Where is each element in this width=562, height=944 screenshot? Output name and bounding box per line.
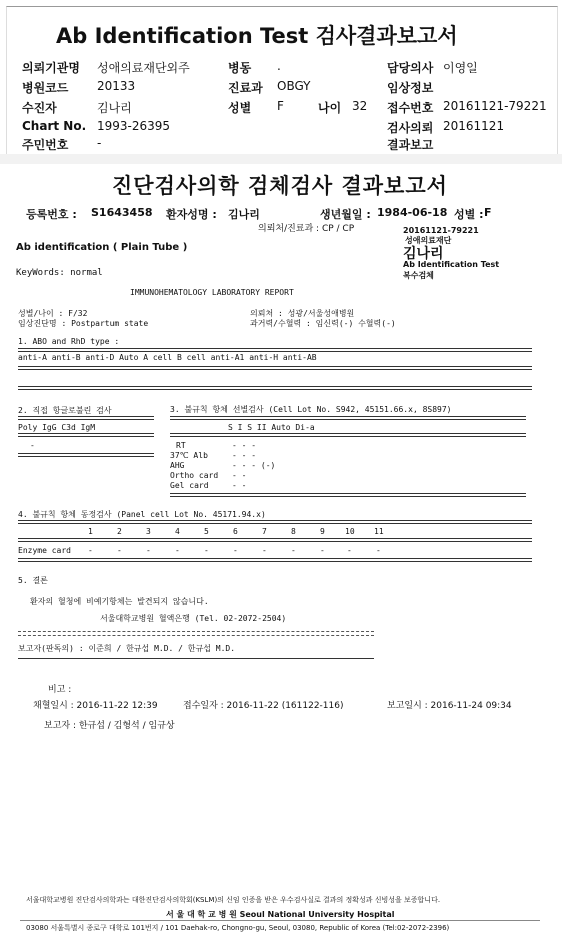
s4-rule-bottom: [18, 558, 532, 562]
reporters: 보고자 : 한규섭 / 김형석 / 임규상: [44, 721, 175, 731]
s3-row-label: 37℃ Alb: [170, 451, 208, 460]
s3-row-vals: - - - (-): [232, 461, 276, 470]
report-date: 보고일시 : 2016-11-24 09:34: [387, 701, 512, 711]
s4-val-10: -: [347, 546, 352, 555]
receive-date: 접수일자 : 2016-11-22 (161122-116): [183, 701, 344, 711]
lab-title: IMMUNOHEMATOLOGY LABORATORY REPORT: [130, 288, 294, 297]
sticker-test: Ab Identification Test: [403, 260, 500, 269]
value-sex: F: [277, 99, 284, 113]
s5-rule-top-2: [18, 635, 374, 636]
s1-rule-mid: [18, 366, 532, 370]
history: 과거력/수혈력 : 임신력(-) 수혈력(-): [250, 319, 396, 328]
s2-headers: Poly IgG C3d IgM: [18, 423, 96, 432]
s1-rule-top: [18, 348, 532, 352]
label-doctor: 담당의사: [387, 61, 434, 75]
collect-date: 채혈일시 : 2016-11-22 12:39: [33, 701, 158, 711]
s4-cell-2: 2: [117, 527, 122, 536]
label-receipt-no: 접수번호: [387, 101, 434, 115]
dept-line: 의뢰처/진료과 : CP / CP: [258, 224, 355, 234]
label-resident-no: 주민번호: [22, 138, 69, 152]
s2-title: 2. 직접 항글로불린 검사: [18, 406, 112, 415]
sticker-type: 복수검체: [403, 271, 434, 280]
reg-label: 등록번호 :: [26, 208, 77, 221]
label-hospital-code: 병원코드: [22, 81, 69, 95]
s5-text: 환자의 혈청에 비예기항체는 발견되지 않습니다.: [30, 597, 209, 606]
referrer: 의뢰처 : 성광/서울성애병원: [250, 309, 355, 318]
s4-rule-top: [18, 520, 532, 524]
value-hospital-code: 20133: [97, 79, 136, 93]
s4-cell-6: 6: [233, 527, 238, 536]
s5-rule-top: [18, 631, 374, 632]
s4-val-7: -: [262, 546, 267, 555]
footer-note: 서울대학교병원 진단검사의학과는 대한진단검사의학회(KSLM)의 신임 인증을 받은 우수검사실로 결과의 정확성과 신빙성을 보증합니다.: [26, 896, 441, 904]
s2-rule-top: [18, 416, 154, 420]
patient-label: 환자성명 :: [166, 208, 217, 221]
footer-rule: [20, 920, 540, 921]
footer-hospital: 서 울 대 학 교 병 원 Seoul National University Hospital: [166, 910, 395, 919]
value-doctor: 이영일: [443, 61, 478, 75]
s4-cell-8: 8: [291, 527, 296, 536]
label-ward: 병동: [228, 61, 252, 75]
remark: 비고 :: [48, 685, 72, 695]
s4-cell-1: 1: [88, 527, 93, 536]
s4-val-9: -: [320, 546, 325, 555]
s4-rule-mid: [18, 538, 532, 542]
report-title: 진단검사의학 검체검사 결과보고서: [112, 174, 448, 198]
label-chart-no: Chart No.: [22, 119, 87, 133]
value-patient: 김나리: [97, 101, 132, 115]
sex-label: 성별 :: [454, 208, 484, 221]
diagnosis: 임상진단명 : Postpartum state: [18, 319, 149, 328]
sticker-name: 김나리: [403, 246, 444, 262]
sex: F: [484, 206, 492, 219]
s4-val-1: -: [88, 546, 93, 555]
s3-rule-bottom: [170, 493, 526, 497]
value-resident-no: -: [97, 136, 102, 150]
sex-age: 성별/나이 : F/32: [18, 309, 88, 318]
sticker-number: 20161121-79221: [403, 226, 479, 235]
s4-cell-7: 7: [262, 527, 267, 536]
header-title: Ab Identification Test 검사결과보고서: [56, 24, 458, 48]
dob: 1984-06-18: [377, 206, 448, 219]
patient-name: 김나리: [228, 208, 260, 221]
reg-no: S1643458: [91, 206, 153, 219]
s3-title: 3. 불규칙 항체 선별검사 (Cell Lot No. S942, 45151.66.x, 8S897): [170, 405, 452, 414]
s4-cell-5: 5: [204, 527, 209, 536]
s4-cell-10: 10: [345, 527, 355, 536]
value-department: OBGY: [277, 79, 311, 93]
value-receipt-no: 20161121-79221: [443, 99, 547, 113]
s4-val-5: -: [204, 546, 209, 555]
s3-row-vals: - - -: [232, 441, 257, 450]
s5-rule-bottom: [18, 658, 374, 659]
s4-val-6: -: [233, 546, 238, 555]
s5-title: 5. 결론: [18, 576, 48, 585]
keywords: KeyWords: normal: [16, 268, 103, 278]
s3-row-vals: - -: [232, 481, 247, 490]
label-department: 진료과: [228, 81, 263, 95]
s3-row-vals: - -: [232, 471, 247, 480]
s2-rule-bottom: [18, 453, 154, 457]
label-clinical-info: 임상정보: [387, 81, 434, 95]
dob-label: 생년월일 :: [320, 208, 371, 221]
s3-row-vals: - - -: [232, 451, 257, 460]
s3-headers: S I S II Auto Di-a: [228, 423, 315, 432]
s3-rule-mid: [170, 433, 526, 437]
s4-val-3: -: [146, 546, 151, 555]
s4-title: 4. 불규칙 항체 동정검사 (Panel cell Lot No. 45171.94.x): [18, 510, 266, 519]
label-institution: 의뢰기관명: [22, 61, 80, 75]
value-chart-no: 1993-26395: [97, 119, 171, 133]
s3-row-label: Ortho card: [170, 471, 219, 480]
label-age: 나이: [318, 101, 342, 115]
s4-cell-9: 9: [320, 527, 325, 536]
s1-headers: anti-A anti-B anti-D Auto A cell B cell anti-A1 anti-H anti-AB: [18, 353, 317, 362]
s5-bank: 서울대학교병원 혈액은행 (Tel. 02-2072-2504): [100, 614, 287, 623]
s4-val-8: -: [291, 546, 296, 555]
label-sex: 성별: [228, 101, 252, 115]
value-age: 32: [352, 99, 368, 113]
sticker-org: 성애의료재단: [405, 236, 452, 245]
s4-cell-4: 4: [175, 527, 180, 536]
label-patient: 수진자: [22, 101, 57, 115]
footer-address: 03080 서울특별시 종로구 대학로 101번지 / 101 Daehak-ro, Chongno-gu, Seoul, 03080, Republic of Korea (Tel:02-2072-2396): [26, 924, 450, 932]
s3-row-label: RT: [176, 441, 186, 450]
s4-val-4: -: [175, 546, 180, 555]
s1-title: 1. ABO and RhD type :: [18, 337, 120, 346]
s2-rule-mid: [18, 433, 154, 437]
s1-rule-bottom: [18, 386, 532, 390]
s3-row-label: Gel card: [170, 481, 209, 490]
s4-val-2: -: [117, 546, 122, 555]
reporter-line: 보고자(판독의) : 이준희 / 한규섭 M.D. / 한규섭 M.D.: [18, 644, 236, 653]
s3-row-label: AHG: [170, 461, 185, 470]
label-request-date: 검사의뢰: [387, 121, 434, 135]
s4-row-label: Enzyme card: [18, 546, 71, 555]
value-ward: .: [277, 59, 281, 73]
test-name: Ab identification ( Plain Tube ): [16, 242, 188, 253]
s3-rule-top: [170, 416, 526, 420]
s4-val-11: -: [376, 546, 381, 555]
value-request-date: 20161121: [443, 119, 505, 133]
s4-cell-3: 3: [146, 527, 151, 536]
s4-cell-11: 11: [374, 527, 384, 536]
label-result-report: 결과보고: [387, 138, 434, 152]
section-gap: [0, 154, 562, 164]
s2-value: -: [30, 441, 35, 450]
value-institution: 성애의료재단외주: [97, 61, 190, 75]
